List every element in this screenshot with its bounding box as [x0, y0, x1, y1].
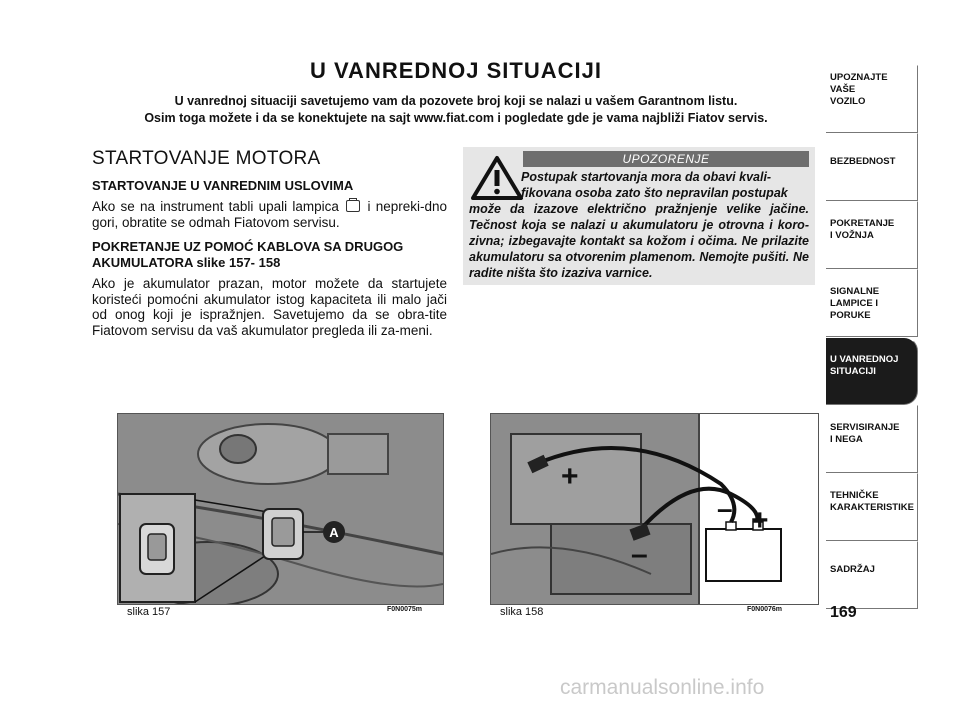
- tab-label-line: SITUACIJI: [830, 366, 876, 377]
- callout-a: A: [329, 525, 339, 540]
- warning-line-1: Postupak startovanja mora da obavi kvali-: [521, 170, 772, 184]
- tab-upoznajte-vase-vozilo[interactable]: [826, 65, 918, 133]
- figure-157-code: F0N0075m: [387, 606, 423, 613]
- jump-start-illustration: [491, 414, 818, 604]
- tab-label-line: KARAKTERISTIKE: [830, 502, 914, 513]
- warning-line-2: fikovana osoba zato što nepravilan postupak: [521, 186, 788, 200]
- section-title: STARTOVANJE MOTORA: [92, 148, 321, 169]
- paragraph-warning-lamp: [92, 199, 447, 230]
- engine-bay-illustration: [118, 414, 443, 604]
- figure-158-jump-start: [490, 413, 819, 605]
- warning-text: [469, 169, 809, 281]
- minus-sign-1: –: [631, 538, 648, 571]
- header-subtitle-1: U vanrednoj situaciji savetujemo vam da pozovete broj koji se nalazi u vašem Garantnom listu.: [174, 94, 738, 108]
- warning-box: [463, 147, 815, 285]
- tab-label-line: U VANREDNOJ: [830, 354, 899, 365]
- figure-158-caption: slika 158: [500, 606, 544, 618]
- engine-lamp-icon: [346, 200, 360, 212]
- tab-label-line: I VOŽNJA: [830, 230, 874, 241]
- subheading-emergency-start: STARTOVANJE U VANREDNIM USLOVIMA: [92, 178, 354, 193]
- minus-sign-2: –: [717, 493, 733, 524]
- tab-label-line: VAŠE: [830, 84, 856, 95]
- tab-label-line: LAMPICE I PORUKE: [830, 298, 879, 321]
- tab-label-line: BEZBEDNOST: [830, 156, 896, 167]
- tab-label-line: SERVISIRANJE: [830, 422, 900, 433]
- watermark: carmanualsonline.info: [560, 676, 765, 699]
- figure-158-code: F0N0076m: [747, 606, 783, 613]
- plus-sign-2: +: [751, 504, 769, 537]
- warning-rest: može da izazove električno pražnjenje velike jačine. Tečnost koja se nalazi u akumulatoru je otrovna i koro-zivna; izbegavajte kontakt sa kožom i očima. Ne prilazite akumulatoru sa otvorenim plamenom. Nemojte pušiti. Ne radite ništa što izaziva varnice.: [469, 202, 809, 280]
- plus-sign-1: +: [561, 460, 579, 493]
- tab-pokretanje-i-voznja[interactable]: [826, 201, 918, 269]
- para1-before: Ako se na instrument tabli upali lampica: [92, 199, 339, 214]
- figure-157-caption: slika 157: [127, 606, 171, 618]
- page-number: 169: [830, 604, 857, 621]
- tab-label-line: TEHNIČKE: [830, 490, 879, 501]
- tab-u-vanrednoj-situaciji[interactable]: [826, 337, 918, 405]
- paragraph-jump-start: Ako je akumulator prazan, motor možete da startujete koristeći pomoćni akumulator istog kapaciteta ili malo jači od onog koji je ispražnjen. Savetujemo da se obra-tite Fiatovom servisu da vaš akumulator pregleda ili za-meni.: [92, 276, 447, 338]
- main-column: [92, 148, 447, 347]
- warning-label: UPOZORENJE: [523, 151, 809, 167]
- tab-label-line: SADRŽAJ: [830, 564, 875, 575]
- page-title: U VANREDNOJ SITUACIJI: [310, 58, 602, 83]
- tab-signalne-lampice[interactable]: [826, 269, 918, 337]
- tab-label-line: VOZILO: [830, 96, 866, 107]
- tab-label-line: UPOZNAJTE: [830, 72, 888, 83]
- chapter-sidebar: [826, 65, 918, 609]
- tab-bezbednost[interactable]: [826, 133, 918, 201]
- tab-sadrzaj[interactable]: [826, 541, 918, 609]
- tab-servisiranje-i-nega[interactable]: [826, 405, 918, 473]
- figure-157-engine-bay: [117, 413, 444, 605]
- tab-tehnicke-karakteristike[interactable]: [826, 473, 918, 541]
- subheading-jump-start: POKRETANJE UZ POMOĆ KABLOVA SA DRUGOG AKUMULATORA slike 157- 158: [92, 239, 404, 270]
- tab-label-line: SIGNALNE: [830, 286, 880, 297]
- header-subtitle-2: Osim toga možete i da se konektujete na sajt www.fiat.com i pogledate gde je vama najbliži Fiatov servis.: [144, 111, 768, 125]
- tab-label-line: POKRETANJE: [830, 218, 895, 229]
- tab-label-line: I NEGA: [830, 434, 863, 445]
- para1-after: i nepreki-dno gori, obratite se odmah Fiatovom servisu.: [92, 199, 447, 230]
